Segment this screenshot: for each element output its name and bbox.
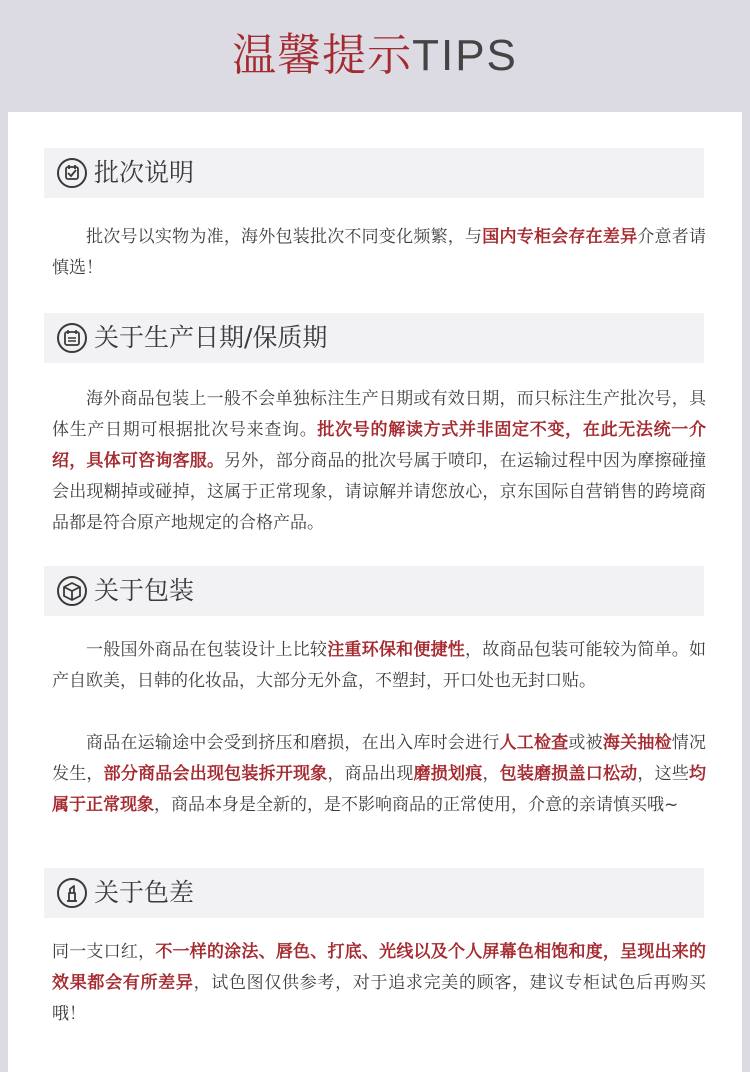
page-title [232,28,518,84]
page-title-cn: 温馨提示 [232,30,413,81]
text-segment: 一般国外商品在包装设计上比较 [86,640,328,660]
section-header-batch [44,148,704,198]
tips-panel [8,112,742,1072]
section-header-production-date [44,313,704,363]
page-title-en: TIPS [412,31,518,80]
highlight-segment: 磨损划痕 [413,764,483,784]
highlight-segment: 批次号的解读方式并非固定不变，在此无法统一介绍，具体可咨询客服。 [52,420,707,471]
section-paragraph [52,635,706,697]
package-box-icon [56,575,88,607]
section-header-packaging [44,566,704,616]
section-paragraph [52,728,706,821]
highlight-segment: 均属于正常现象 [52,764,707,815]
text-segment: 介意者请慎选！ [52,227,707,278]
text-segment: ， [482,764,500,784]
calendar-icon [56,322,88,354]
highlight-segment: 包装磨损盖口松动 [499,764,638,784]
text-segment: ，这些 [637,764,690,784]
highlight-segment: 人工检查 [499,733,569,753]
section-title: 关于生产日期/保质期 [94,323,328,352]
section-paragraph [52,937,706,1030]
text-segment: 情况发生， [52,733,707,784]
text-segment: 商品在运输途中会受到挤压和磨损，在出入库时会进行 [86,733,500,753]
lipstick-icon [56,877,88,909]
highlight-segment: 注重环保和便捷性 [327,640,466,660]
text-segment: ，商品本身是全新的，是不影响商品的正常使用，介意的亲请慎买哦~ [154,795,679,815]
text-segment: ，故商品包装可能较为简单。如产自欧美，日韩的化妆品，大部分无外盒，不塑封，开口处也无封口贴。 [52,640,707,691]
highlight-segment: 海关抽检 [602,733,672,753]
section-paragraph [52,384,706,539]
section-title: 关于包装 [94,576,195,605]
batch-clock-icon [56,157,88,189]
highlight-segment: 不一样的涂法、唇色、打底、光线以及个人屏幕色相饱和度，呈现出来的效果都会有所差异 [52,942,707,993]
text-segment: ，试色图仅供参考，对于追求完美的顾客，建议专柜试色后再购买哦！ [52,973,707,1024]
section-title: 关于色差 [94,878,195,907]
text-segment: 另外，部分商品的批次号属于喷印，在运输过程中因为摩擦碰撞会出现糊掉或碰掉，这属于正常现象，请谅解并请您放心，京东国际自营销售的跨境商品都是符合原产地规定的合格产品。 [52,451,707,533]
text-segment: 或被 [568,733,603,753]
highlight-segment: 国内专柜会存在差异 [482,227,638,247]
section-paragraph [52,222,706,284]
section-header-color-difference [44,868,704,918]
text-segment: ，商品出现 [327,764,414,784]
highlight-segment: 部分商品会出现包装拆开现象 [103,764,328,784]
text-segment: 批次号以实物为准，海外包装批次不同变化频繁，与 [86,227,483,247]
text-segment: 海外商品包装上一般不会单独标注生产日期或有效日期，而只标注生产批次号，具体生产日期可根据批次号来查询。 [52,389,706,440]
section-title: 批次说明 [94,158,195,187]
text-segment: 同一支口红， [52,942,156,962]
page-header [0,0,750,112]
